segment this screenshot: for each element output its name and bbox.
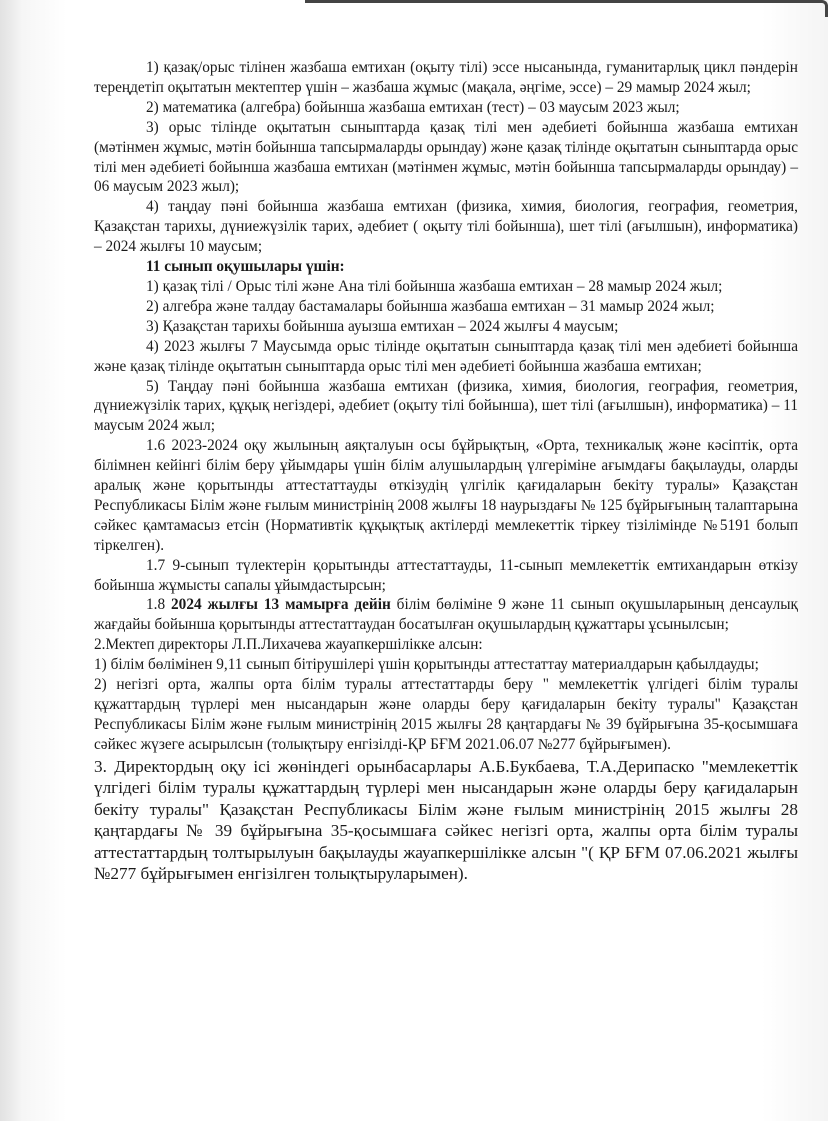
section-1-8 bbox=[94, 595, 798, 635]
section-1-8-text: білім бөліміне 9 және 11 сынып оқушыларының денсаулық жағдайы бойынша қорытынды аттестаттаудан босатылған оқушылардың құжаттары ұсынылсын; bbox=[94, 596, 798, 634]
section-1-8-deadline: 2024 жылғы 13 мамырға дейін bbox=[171, 596, 391, 614]
paragraph-9-kazakh-russian-exam: 1) қазақ/орыс тілінен жазбаша емтихан (оқыту тілі) эссе нысанында, гуманитарлық цикл пәндерін тереңдетіп оқытатын мектептер үшін – жазбаша жұмыс (мақала, әңгіме, эссе) – 29 мамыр 2024 жыл; bbox=[94, 59, 798, 96]
paragraph-11-literature-exam: 4) 2023 жылғы 7 Маусымда орыс тілінде оқытатын сыныптарда қазақ тілі мен әдебиеті бойынша және қазақ тілінде оқытатын сыныптарда орыс тілі мен әдебиеті бойынша жазбаша емтихан; bbox=[94, 337, 798, 375]
paragraph-11-algebra-exam: 2) алгебра және талдау бастамалары бойынша жазбаша емтихан – 31 мамыр 2024 жыл; bbox=[146, 297, 715, 315]
section-2-item-2: 2) негізгі орта, жалпы орта білім туралы аттестаттарды беру " мемлекеттік үлгідегі білім туралы құжаттардың түрлері мен нысандарын және оларды беру қағидаларын бекіту туралы" Қазақстан Республикасы Білім және ғылым министрінің 2015 жылғы 28 қаңтардағы № 39 бұйрығына 35-қосымшаға сәйкес жүзеге асырылсын (толықтыру енгізілді-ҚР БҒМ 2021.06.07 №277 бұйрығымен). bbox=[94, 676, 798, 753]
section-1-6: 1.6 2023-2024 оқу жылының аяқталуын осы бұйрықтың, «Орта, техникалық және кәсіптік, орта білімнен кейінгі білім беру ұйымдары үшін білім алушылардың үлгеріміне ағымдағы бақылауды, оларды аралық және қорытынды аттестаттауды өткізудің үлгілік қағидаларын бекіту туралы» Қазақстан Республикасы Білім және ғылым министрінің 2008 жылғы 18 наурыздағы № 125 бұйрығының талаптарына сәйкес қамтамасыз етсін (Нормативтік құқықтық актілерді мемлекеттік тіркеу тізілімінде №5191 болып тіркелген). bbox=[94, 437, 798, 554]
paragraph-9-language-literature-exam: 3) орыс тілінде оқытатын сыныптарда қазақ тілі мен әдебиеті бойынша жазбаша емтихан (мәтінмен жұмыс, мәтін бойынша тапсырмаларды орындау) және қазақ тілінде оқытатын сыныптарда орыс тілі мен әдебиеті бойынша жазбаша емтихан (мәтінмен жұмыс, мәтін бойынша тапсырмаларды орындау) – 06 маусым 2023 жыл); bbox=[94, 118, 798, 196]
paragraph-11-elective-exam: 5) Таңдау пәні бойынша жазбаша емтихан (физика, химия, биология, география, геометрия, дүниежүзілік тарих, құқық негіздері, әдебиет (оқыту тілі бойынша), шет тілі (ағылшын), информатика) – 11 маусым 2024 жыл; bbox=[94, 377, 798, 435]
section-3: 3. Директордың оқу ісі жөніндегі орынбасарлары А.Б.Букбаева, Т.А.Дерипаско "мемлекеттік үлгідегі білім туралы құжаттардың түрлері мен нысандарын және оларды беру қағидаларын бекіту туралы" Қазақстан Республикасы Білім және ғылым министрінің 2015 жылғы 28 қаңтардағы № 39 бұйрығына 35-қосымшаға сәйкес негізгі орта, жалпы орта білім туралы аттестаттардың толтырылуын бақылауды жауапкершілікке алсын "( ҚР БҒМ 07.06.2021 жылғы №277 бұйрығымен енгізілген толықтыруларымен). bbox=[94, 756, 798, 884]
paragraph-9-math-exam: 2) математика (алгебра) бойынша жазбаша емтихан (тест) – 03 маусым 2023 жыл; bbox=[146, 98, 680, 116]
paragraph-11-language-exam: 1) қазақ тілі / Орыс тілі және Ана тілі бойынша жазбаша емтихан – 28 мамыр 2024 жыл; bbox=[146, 277, 723, 295]
section-1-7: 1.7 9-сынып түлектерін қорытынды аттестаттауды, 11-сынып мемлекеттік емтихандарын өткізу бойынша жұмысты сапалы ұйымдастырсын; bbox=[94, 556, 798, 594]
section-2-item-1: 1) білім бөлімінен 9,11 сынып бітірушілері үшін қорытынды аттестаттау материалдарын қабылдауды; bbox=[94, 656, 759, 674]
section-2: 2.Мектеп директоры Л.П.Лихачева жауапкершілікке алсын: bbox=[94, 636, 483, 654]
paragraph-11-history-exam: 3) Қазақстан тарихы бойынша ауызша емтихан – 2024 жылғы 4 маусым; bbox=[146, 317, 619, 335]
section-1-8-number: 1.8 bbox=[146, 596, 172, 614]
paragraph-9-elective-exam: 4) таңдау пәні бойынша жазбаша емтихан (физика, химия, биология, география, геометрия, Қазақстан тарихы, дүниежүзілік тарих, әдебиет ( оқыту тілі бойынша), шет тілі (ағылшын), информатика) – 2024 жылғы 10 маусым; bbox=[94, 198, 798, 256]
heading-grade-11: 11 сынып оқушылары үшін: bbox=[146, 258, 345, 276]
